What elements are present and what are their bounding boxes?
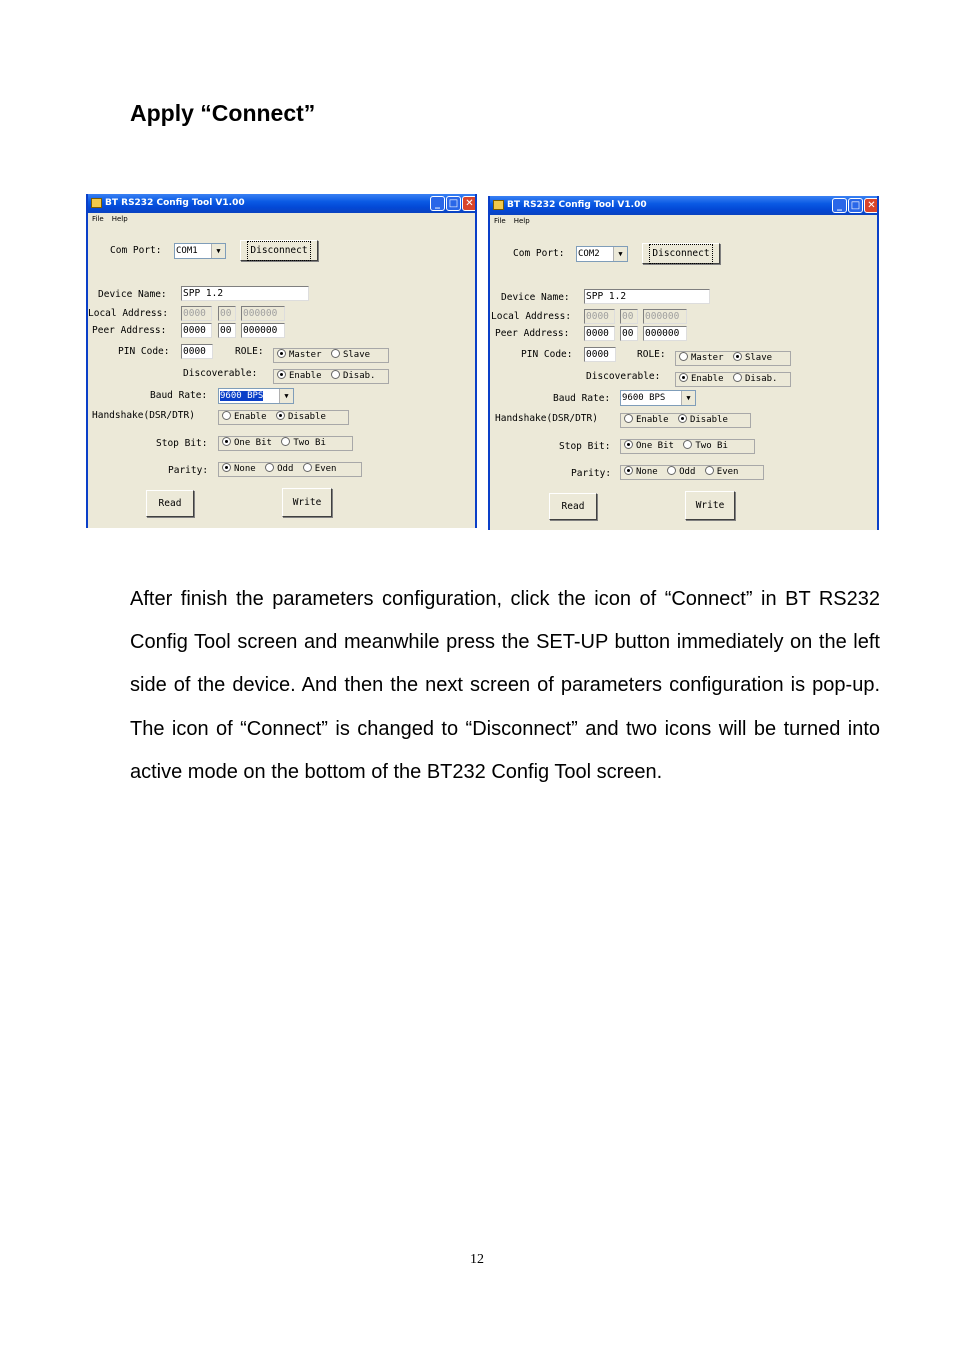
maximize-icon[interactable]: □	[848, 198, 863, 213]
close-icon[interactable]: ✕	[462, 196, 477, 211]
chevron-down-icon[interactable]: ▼	[613, 247, 627, 261]
write-button[interactable]: Write	[282, 488, 332, 517]
radio-checked-icon	[733, 352, 742, 361]
app-icon	[91, 198, 102, 208]
radio-unchecked-icon	[265, 463, 274, 472]
handshake-label: Handshake(DSR/DTR)	[92, 410, 195, 421]
minimize-icon[interactable]: _	[430, 196, 445, 211]
radio-checked-icon	[222, 437, 231, 446]
com-port-select[interactable]	[576, 246, 628, 262]
local-address-lap: 000000	[643, 309, 687, 324]
body-paragraph: After finish the parameters configuration, click the icon of “Connect” in BT RS232 Config Tool screen and meanwhile press the SET-UP button immediately on the left side of the device. And then the next screen of parameters configuration is pop-up. The icon of “Connect” is changed to “Disconnect” and two icons will be turned into active mode on the bottom of the BT232 Config Tool screen.	[130, 588, 880, 783]
peer-address-label: Peer Address:	[495, 328, 570, 339]
handshake-label: Handshake(DSR/DTR)	[495, 413, 598, 424]
radio-checked-icon	[679, 373, 688, 382]
maximize-icon[interactable]: □	[446, 196, 461, 211]
stop-bit-two-option[interactable]: Two Bi	[281, 438, 326, 448]
discoverable-disable-option[interactable]: Disab.	[331, 371, 376, 381]
baud-rate-label: Baud Rate:	[553, 393, 611, 404]
stop-bit-label: Stop Bit:	[156, 438, 208, 449]
chevron-down-icon[interactable]: ▼	[279, 389, 293, 403]
device-name-input[interactable]: SPP 1.2	[181, 286, 309, 301]
device-name-label: Device Name:	[501, 292, 570, 303]
local-address-label: Local Address:	[491, 311, 572, 322]
chevron-down-icon[interactable]: ▼	[211, 244, 225, 258]
baud-rate-value: 9600 BPS	[622, 393, 666, 403]
page-number: 12	[470, 1252, 484, 1267]
pin-code-label: PIN Code:	[521, 349, 573, 360]
radio-unchecked-icon	[331, 349, 340, 358]
device-name-label: Device Name:	[98, 289, 167, 300]
device-name-input[interactable]: SPP 1.2	[584, 289, 710, 304]
parity-none-option[interactable]: None	[624, 467, 658, 477]
local-address-uap: 00	[218, 306, 236, 321]
discoverable-label: Discoverable:	[586, 371, 661, 382]
menu-bar	[490, 215, 877, 228]
app-icon	[493, 200, 504, 210]
menu-bar	[88, 213, 475, 226]
handshake-disable-option[interactable]: Disable	[276, 412, 326, 422]
discoverable-group	[675, 372, 791, 387]
baud-rate-select[interactable]	[620, 390, 696, 406]
write-button[interactable]: Write	[685, 491, 735, 520]
handshake-enable-option[interactable]: Enable	[222, 412, 267, 422]
menu-file[interactable]: File	[494, 217, 506, 225]
minimize-icon[interactable]: _	[832, 198, 847, 213]
parity-group	[620, 465, 764, 480]
com-port-select[interactable]	[174, 243, 226, 259]
radio-checked-icon	[276, 411, 285, 420]
com-port-label: Com Port:	[513, 248, 565, 259]
local-address-lap: 000000	[241, 306, 285, 321]
parity-odd-option[interactable]: Odd	[265, 464, 293, 474]
parity-even-option[interactable]: Even	[705, 467, 739, 477]
local-address-uap: 00	[620, 309, 638, 324]
local-address-nap: 0000	[181, 306, 212, 321]
local-address-label: Local Address:	[88, 308, 169, 319]
radio-checked-icon	[624, 440, 633, 449]
baud-rate-label: Baud Rate:	[150, 390, 208, 401]
parity-group	[218, 462, 362, 477]
radio-unchecked-icon	[683, 440, 692, 449]
title-bar[interactable]	[88, 194, 475, 213]
pin-code-label: PIN Code:	[118, 346, 170, 357]
window-title: BT RS232 Config Tool V1.00	[105, 198, 245, 208]
local-address-nap: 0000	[584, 309, 615, 324]
role-group	[675, 351, 791, 366]
parity-even-option[interactable]: Even	[303, 464, 337, 474]
radio-unchecked-icon	[667, 466, 676, 475]
peer-address-lap[interactable]: 000000	[643, 326, 687, 341]
radio-checked-icon	[277, 370, 286, 379]
menu-help[interactable]: Help	[111, 215, 128, 223]
stop-bit-one-option[interactable]: One Bit	[222, 438, 272, 448]
stop-bit-two-option[interactable]: Two Bi	[683, 441, 728, 451]
role-master-option[interactable]: Master	[679, 353, 724, 363]
radio-checked-icon	[678, 414, 687, 423]
peer-address-lap[interactable]: 000000	[241, 323, 285, 338]
radio-unchecked-icon	[331, 370, 340, 379]
pin-code-input[interactable]: 0000	[584, 347, 616, 362]
radio-unchecked-icon	[679, 352, 688, 361]
radio-checked-icon	[277, 349, 286, 358]
radio-unchecked-icon	[705, 466, 714, 475]
radio-unchecked-icon	[281, 437, 290, 446]
read-button[interactable]: Read	[549, 493, 597, 520]
menu-help[interactable]: Help	[513, 217, 530, 225]
peer-address-uap[interactable]: 00	[620, 326, 638, 341]
stop-bit-group	[218, 436, 353, 451]
menu-file[interactable]: File	[92, 215, 104, 223]
role-group	[273, 348, 389, 363]
read-button[interactable]: Read	[146, 490, 194, 517]
discoverable-enable-option[interactable]: Enable	[679, 374, 724, 384]
baud-rate-select[interactable]	[218, 388, 294, 404]
baud-rate-value: 9600 BPS	[220, 391, 264, 401]
close-icon[interactable]: ✕	[864, 198, 879, 213]
handshake-disable-option[interactable]: Disable	[678, 415, 728, 425]
radio-unchecked-icon	[733, 373, 742, 382]
handshake-group	[218, 410, 349, 425]
parity-label: Parity:	[571, 468, 612, 479]
radio-unchecked-icon	[222, 411, 231, 420]
title-bar[interactable]	[490, 196, 877, 215]
chevron-down-icon[interactable]: ▼	[681, 391, 695, 405]
role-label: ROLE:	[235, 346, 264, 357]
stop-bit-label: Stop Bit:	[559, 441, 611, 452]
section-heading: Apply “Connect”	[130, 100, 316, 126]
parity-none-option[interactable]: None	[222, 464, 256, 474]
config-window-2	[488, 196, 879, 530]
peer-address-nap[interactable]: 0000	[181, 323, 212, 338]
parity-odd-option[interactable]: Odd	[667, 467, 695, 477]
com-port-value: COM1	[176, 246, 198, 256]
discoverable-group	[273, 369, 389, 384]
parity-label: Parity:	[168, 465, 209, 476]
disconnect-button[interactable]: Disconnect	[240, 240, 318, 261]
com-port-label: Com Port:	[110, 245, 162, 256]
peer-address-label: Peer Address:	[92, 325, 167, 336]
peer-address-uap[interactable]: 00	[218, 323, 236, 338]
discoverable-disable-option[interactable]: Disab.	[733, 374, 778, 384]
role-slave-option[interactable]: Slave	[331, 350, 370, 360]
handshake-group	[620, 413, 751, 428]
stop-bit-one-option[interactable]: One Bit	[624, 441, 674, 451]
window-title: BT RS232 Config Tool V1.00	[507, 200, 647, 210]
role-slave-option[interactable]: Slave	[733, 353, 772, 363]
pin-code-input[interactable]: 0000	[181, 344, 213, 359]
handshake-enable-option[interactable]: Enable	[624, 415, 669, 425]
com-port-value: COM2	[578, 249, 600, 259]
config-window-1	[86, 194, 477, 528]
role-master-option[interactable]: Master	[277, 350, 322, 360]
discoverable-label: Discoverable:	[183, 368, 258, 379]
radio-checked-icon	[222, 463, 231, 472]
radio-unchecked-icon	[303, 463, 312, 472]
discoverable-enable-option[interactable]: Enable	[277, 371, 322, 381]
peer-address-nap[interactable]: 0000	[584, 326, 615, 341]
role-label: ROLE:	[637, 349, 666, 360]
radio-unchecked-icon	[624, 414, 633, 423]
stop-bit-group	[620, 439, 755, 454]
disconnect-button[interactable]: Disconnect	[642, 243, 720, 264]
radio-checked-icon	[624, 466, 633, 475]
